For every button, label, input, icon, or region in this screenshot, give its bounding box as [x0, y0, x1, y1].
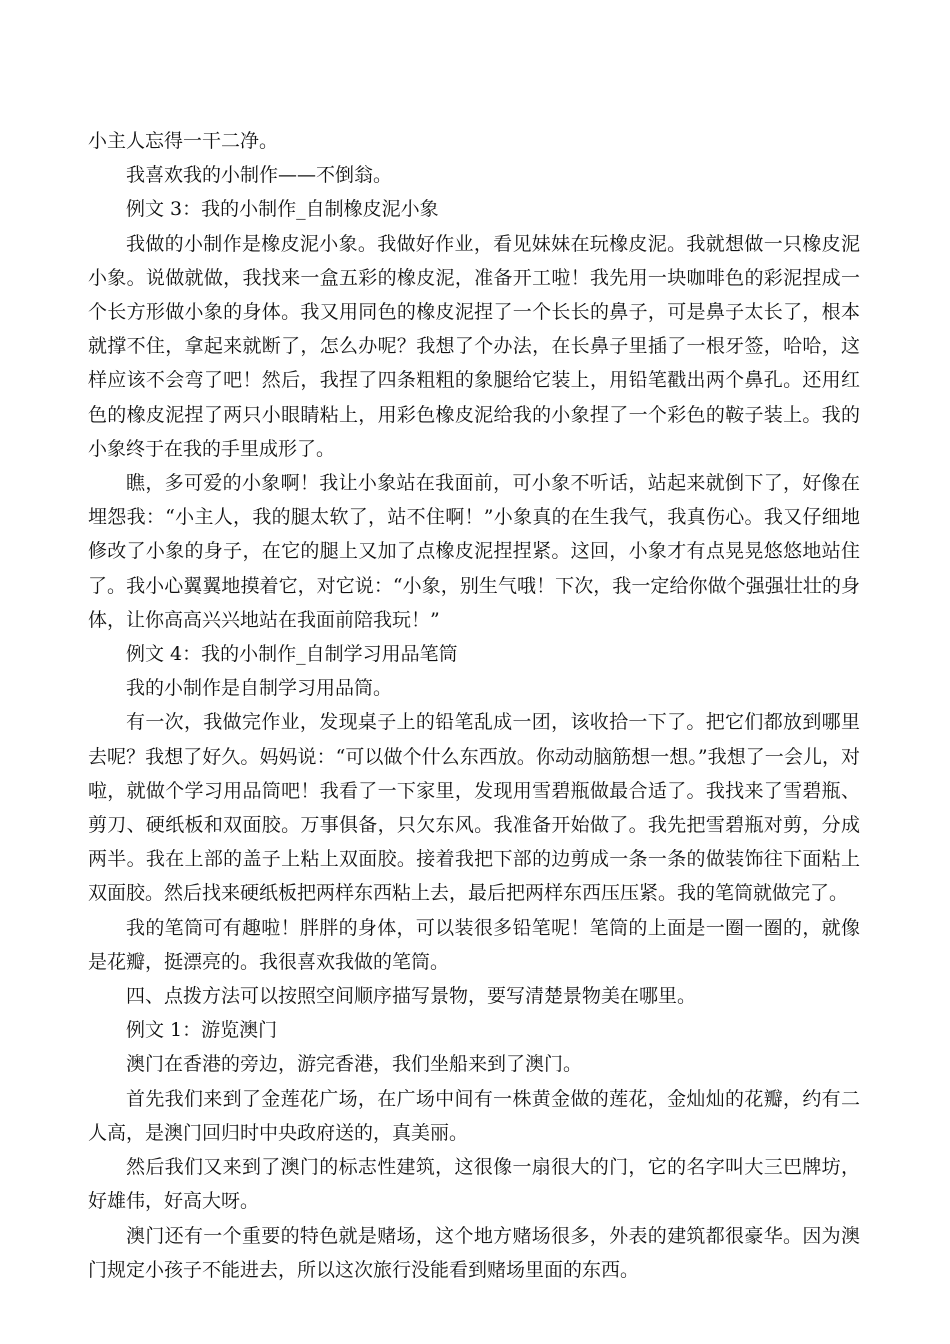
paragraph: 瞧，多可爱的小象啊！我让小象站在我面前，可小象不听话，站起来就倒下了，好像在埋怨我：“小主人，我的腿太软了，站不住啊！”小象真的在生我气，我真伤心。我又仔细地修改了小象的身子，在它的腿上又加了点橡皮泥捏捏紧。这回，小象才有点晃晃悠悠地站住了。我小心翼翼地摸着它，对它说：“小象，别生气哦！下次，我一定给你做个强强壮壮的身体，让你高高兴兴地站在我面前陪我玩！”: [88, 472, 860, 631]
paragraph: 然后我们又来到了澳门的标志性建筑，这很像一扇很大的门，它的名字叫大三巴牌坊，好雄伟，好高大呀。: [88, 1156, 860, 1213]
section-heading: 四、点拨方法可以按照空间顺序描写景物，要写清楚景物美在哪里。: [126, 985, 697, 1008]
section-heading: 例文 1：游览澳门: [126, 1019, 278, 1042]
paragraph: 我做的小制作是橡皮泥小象。我做好作业，看见妹妹在玩橡皮泥。我就想做一只橡皮泥小象。说做就做，我找来一盒五彩的橡皮泥，准备开工啦！我先用一块咖啡色的彩泥捏成一个长方形做小象的身体。我又用同色的橡皮泥捏了一个长长的鼻子，可是鼻子太长了，根本就撑不住，拿起来就断了，怎么办呢？我想了个办法，在长鼻子里插了一根牙签，哈哈，这样应该不会弯了吧！然后，我捏了四条粗粗的象腿给它装上，用铅笔戳出两个鼻孔。还用红色的橡皮泥捏了两只小眼睛粘上，用彩色橡皮泥给我的小象捏了一个彩色的鞍子装上。我的小象终于在我的手里成形了。: [88, 232, 860, 460]
document-page: [88, 124, 860, 1287]
section-heading: 例文 4：我的小制作_自制学习用品笔筒: [126, 643, 458, 666]
paragraph: 有一次，我做完作业，发现桌子上的铅笔乱成一团，该收拾一下了。把它们都放到哪里去呢？我想了好久。妈妈说：“可以做个什么东西放。你动动脑筋想一想。”我想了一会儿，对啦，就做个学习用品筒吧！我看了一下家里，发现用雪碧瓶做最合适了。我找来了雪碧瓶、剪刀、硬纸板和双面胶。万事俱备，只欠东风。我准备开始做了。我先把雪碧瓶对剪，分成两半。我在上部的盖子上粘上双面胶。接着我把下部的边剪成一条一条的做装饰往下面粘上双面胶。然后找来硬纸板把两样东西粘上去，最后把两样东西压压紧。我的笔筒就做完了。: [88, 711, 860, 905]
paragraph: 澳门还有一个重要的特色就是赌场，这个地方赌场很多，外表的建筑都很豪华。因为澳门规定小孩子不能进去，所以这次旅行没能看到赌场里面的东西。: [88, 1224, 860, 1281]
paragraph: 我的小制作是自制学习用品筒。: [126, 677, 393, 700]
paragraph: 首先我们来到了金莲花广场，在广场中间有一株黄金做的莲花，金灿灿的花瓣，约有二人高，是澳门回归时中央政府送的，真美丽。: [88, 1087, 860, 1144]
paragraph: 澳门在香港的旁边，游完香港，我们坐船来到了澳门。: [126, 1053, 583, 1076]
paragraph: 小主人忘得一干二净。: [88, 130, 279, 152]
paragraph: 我喜欢我的小制作——不倒翁。: [126, 164, 393, 187]
paragraph: 我的笔筒可有趣啦！胖胖的身体，可以装很多铅笔呢！笔筒的上面是一圈一圈的，就像是花瓣，挺漂亮的。我很喜欢我做的笔筒。: [88, 916, 860, 973]
section-heading: 例文 3：我的小制作_自制橡皮泥小象: [126, 198, 439, 221]
